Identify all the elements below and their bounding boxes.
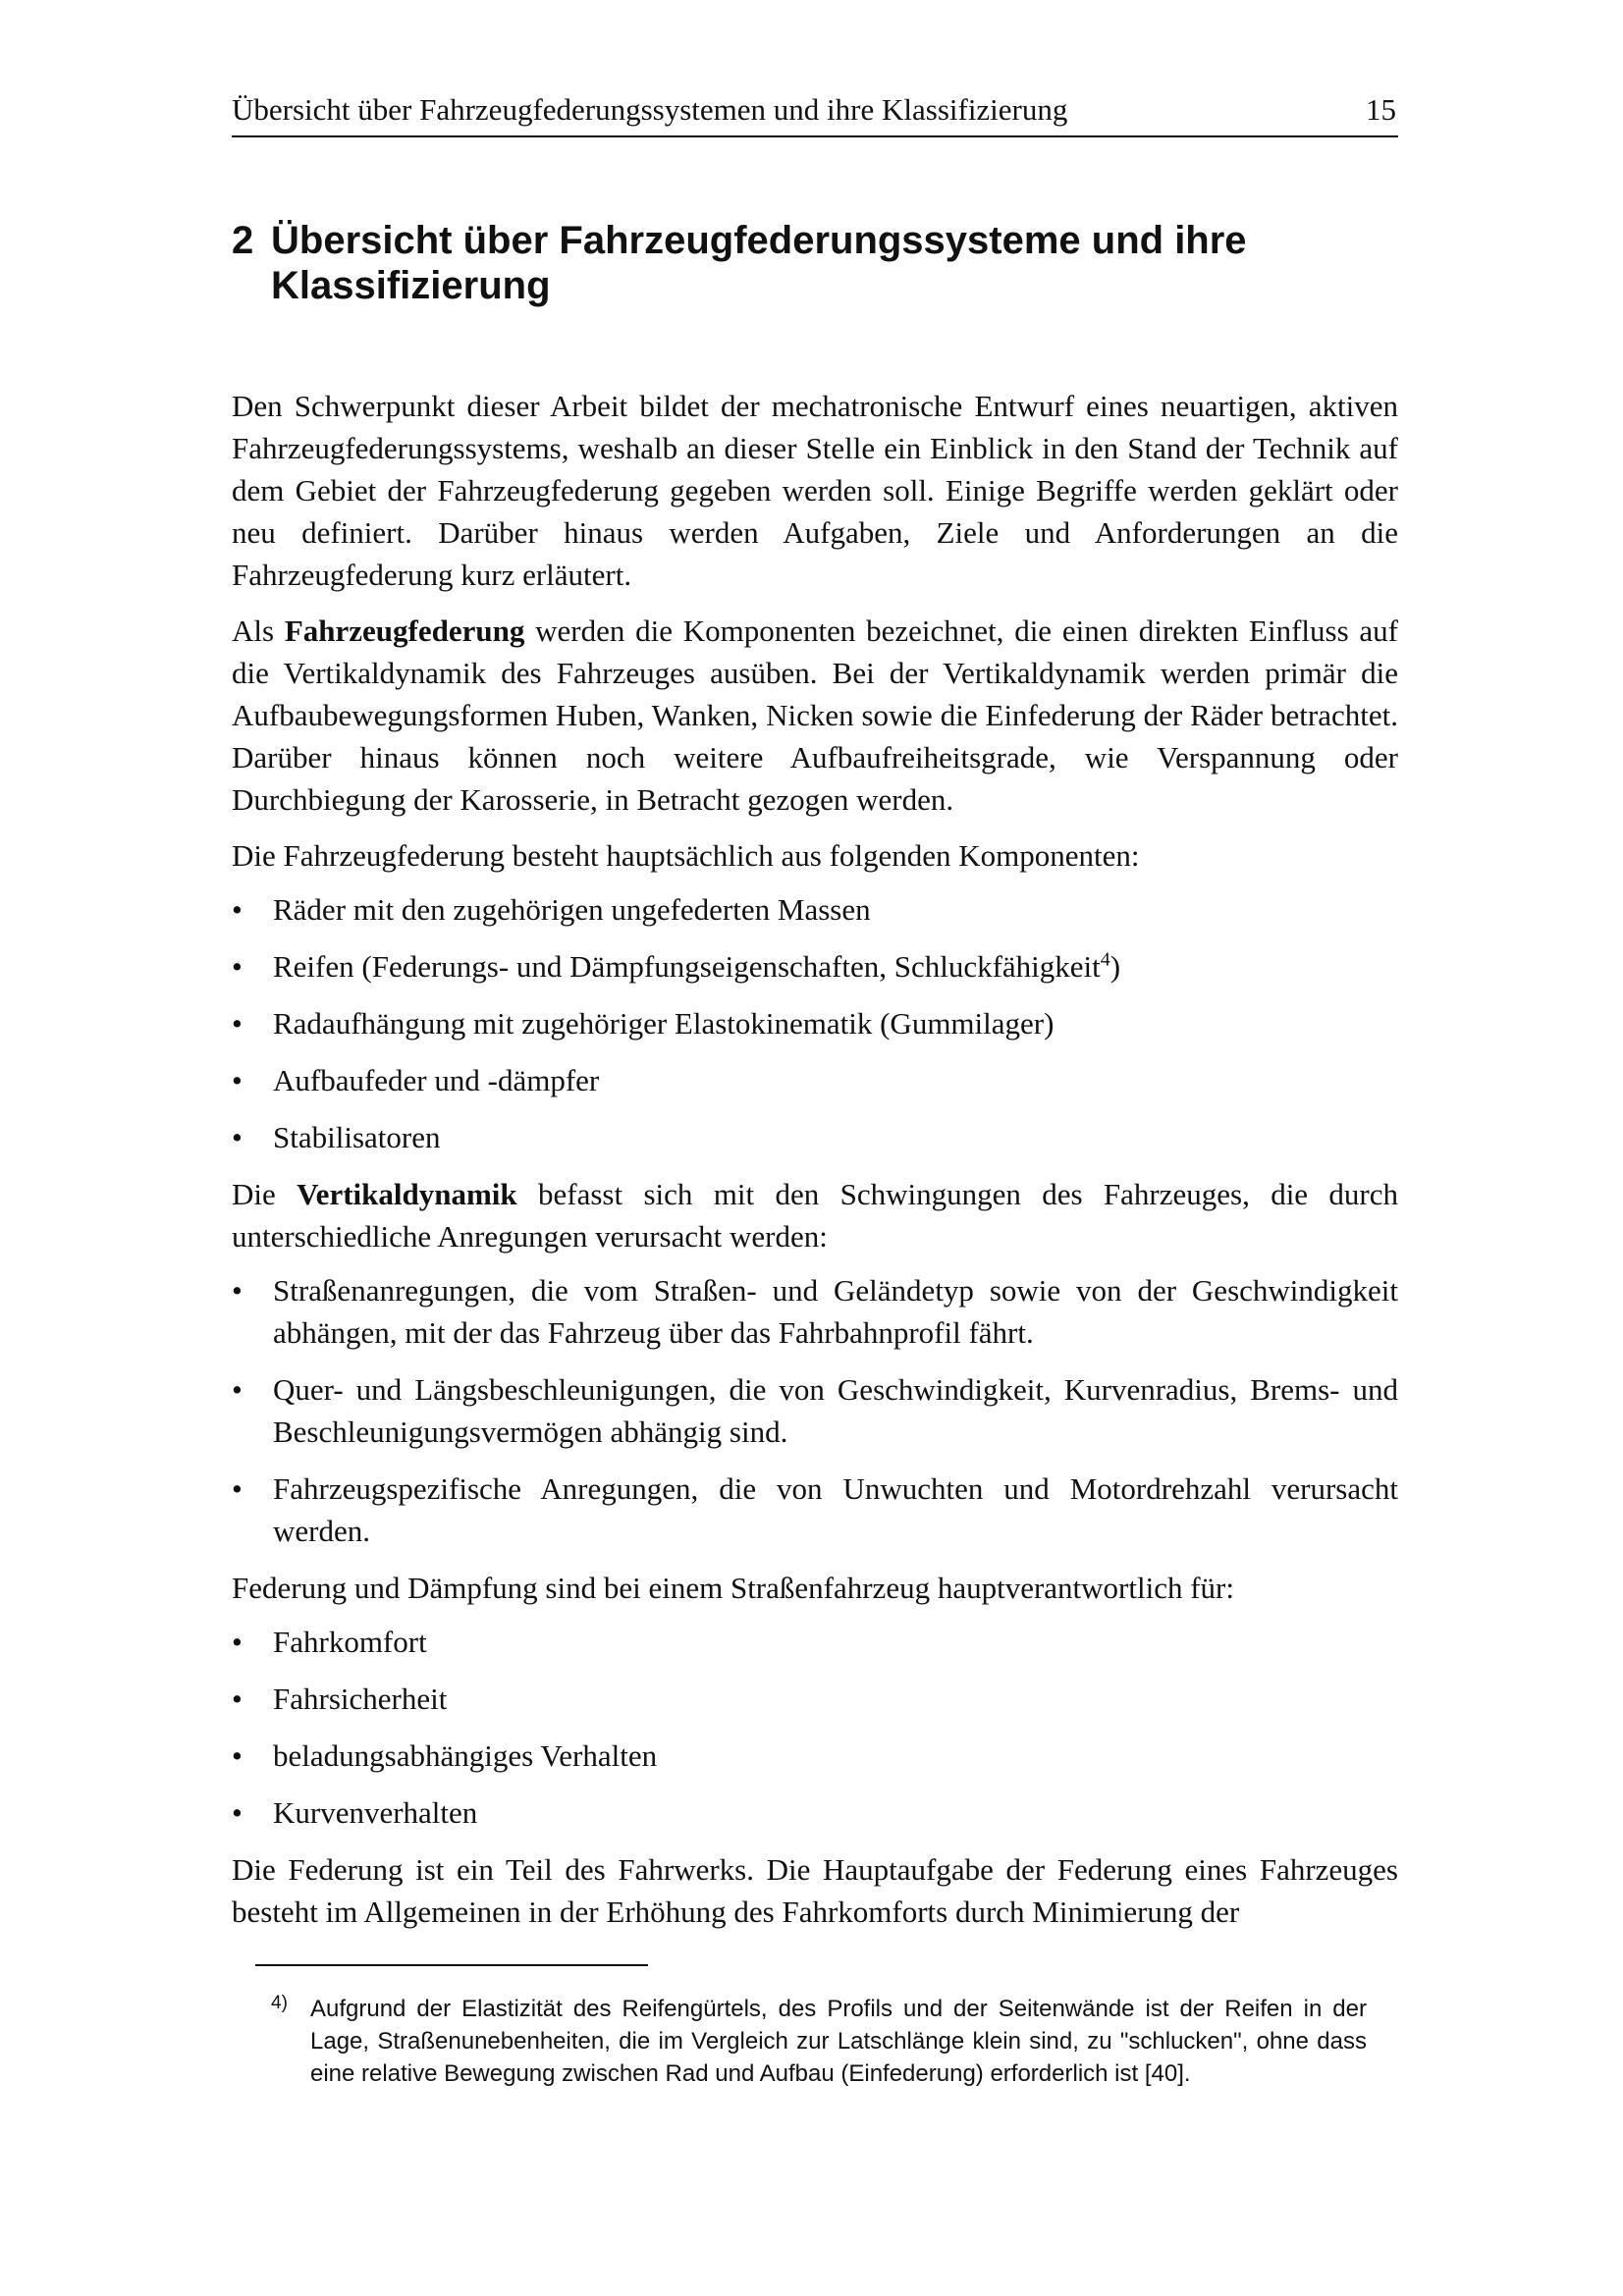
- bullet-icon: •: [232, 949, 243, 984]
- bullet-icon: •: [232, 1273, 243, 1308]
- paragraph-prefix: Die: [232, 1177, 276, 1211]
- bullet-icon: •: [232, 1063, 243, 1097]
- list-item-text: Radaufhängung mit zugehöriger Elastokinematik (Gummilager): [273, 1006, 1055, 1041]
- list-item-text: beladungsabhängiges Verhalten: [273, 1738, 658, 1773]
- excitations-list: [232, 1269, 1398, 1552]
- list-item-text: Kurvenverhalten: [273, 1795, 478, 1830]
- bullet-icon: •: [232, 1795, 243, 1830]
- list-item-text: Fahrsicherheit: [273, 1682, 448, 1716]
- list-item: [232, 1791, 1398, 1834]
- bullet-icon: •: [232, 1372, 243, 1407]
- bullet-icon: •: [232, 1471, 243, 1506]
- bullet-icon: •: [232, 1120, 243, 1154]
- list-item: [232, 1621, 1398, 1663]
- footnote-separator: [255, 1964, 648, 1966]
- paragraph-intro: Den Schwerpunkt dieser Arbeit bildet der mechatronische Entwurf eines neuartigen, aktiven Fahrzeugfederungssystems, weshalb an dieser Stelle ein Einblick in den Stand der Technik auf dem Gebiet der Fahrzeugfederung gegeben werden soll. Einige Begriffe werden geklärt oder neu definiert. Darüber hinaus werden Aufgaben, Ziele und Anforderungen an die Fahrzeugfederung kurz erläutert.: [232, 389, 1398, 592]
- list-item: [232, 1678, 1398, 1720]
- paragraph-prefix: Als: [232, 614, 275, 648]
- body-text: [232, 385, 1398, 1947]
- chapter-heading: [232, 218, 1398, 308]
- list-item: [232, 945, 1398, 988]
- paragraph-rest: werden die Komponenten bezeichnet, die einen direkten Einfluss auf die Vertikaldynamik des Fahrzeuges ausüben. Bei der Vertikaldynamik werden primär die Aufbaubewegungsformen Huben, Wanken, Nicken sowie die Einfederung der Räder betrachtet. Darüber hinaus können noch weitere Aufbaufreiheitsgrade, wie Verspannung oder Durchbiegung der Karosserie, in Betracht gezogen werden.: [232, 614, 1398, 817]
- footnote-reference[interactable]: 4: [1100, 948, 1110, 971]
- list-item: [232, 1116, 1398, 1158]
- responsibilities-list: [232, 1621, 1398, 1834]
- footnote-text: Aufgrund der Elastizität des Reifengürtels, des Profils und der Seitenwände ist der Reifen in der Lage, Straßenunebenheiten, die im Vergleich zur Latschlänge klein sind, zu "schlucken", ohne dass eine relative Bewegung zwischen Rad und Aufbau (Einfederung) erforderlich ist [40].: [310, 1996, 1367, 2087]
- running-header-title: Übersicht über Fahrzeugfederungssystemen und ihre Klassifizierung: [232, 92, 1068, 127]
- list-item: [232, 1368, 1398, 1453]
- footnote-marker: 4): [271, 1993, 288, 2013]
- list-item: [232, 1735, 1398, 1777]
- list-item-text: Fahrkomfort: [273, 1625, 427, 1659]
- paragraph-definition-fahrzeugfederung: [232, 610, 1398, 821]
- list-item: [232, 1269, 1398, 1354]
- list-item: [232, 1059, 1398, 1101]
- list-item-text-close: ): [1109, 949, 1121, 984]
- list-item-text: Quer- und Längsbeschleunigungen, die von Geschwindigkeit, Kurvenradius, Brems- und Beschleunigungsvermögen abhängig sind.: [273, 1372, 1398, 1449]
- footnote: [271, 1993, 1367, 2090]
- components-list: [232, 888, 1398, 1158]
- term-vertikaldynamik: Vertikaldynamik: [297, 1177, 517, 1211]
- paragraph-federung-aufgabe: Die Federung ist ein Teil des Fahrwerks. Die Hauptaufgabe der Federung eines Fahrzeuges besteht im Allgemeinen in der Erhöhung des Fahrkomforts durch Minimierung der: [232, 1852, 1398, 1929]
- bullet-icon: •: [232, 1625, 243, 1659]
- list-item-text: Stabilisatoren: [273, 1120, 441, 1154]
- list-item: [232, 1002, 1398, 1044]
- term-fahrzeugfederung: Fahrzeugfederung: [284, 614, 525, 648]
- bullet-icon: •: [232, 1682, 243, 1716]
- list-item: [232, 1468, 1398, 1552]
- list-item-text: Reifen (Federungs- und Dämpfungseigenschaften, Schluckfähigkeit: [273, 949, 1101, 984]
- bullet-icon: •: [232, 1006, 243, 1041]
- page-number: 15: [1366, 92, 1396, 127]
- paragraph-responsibilities-intro: Federung und Dämpfung sind bei einem Straßenfahrzeug hauptverantwortlich für:: [232, 1571, 1234, 1605]
- chapter-number: 2: [232, 219, 254, 262]
- paragraph-rest: befasst sich mit den Schwingungen des Fahrzeuges, die durch unterschiedliche Anregungen verursacht werden:: [232, 1177, 1399, 1254]
- chapter-title: Übersicht über Fahrzeugfederungssysteme und ihre Klassifizierung: [271, 219, 1247, 307]
- running-header: [232, 84, 1398, 137]
- bullet-icon: •: [232, 1738, 243, 1773]
- paragraph-components-intro: Die Fahrzeugfederung besteht hauptsächlich aus folgenden Komponenten:: [232, 838, 1140, 873]
- list-item-text: Räder mit den zugehörigen ungefederten Massen: [273, 892, 871, 927]
- list-item-text: Fahrzeugspezifische Anregungen, die von Unwuchten und Motordrehzahl verursacht werden.: [273, 1471, 1398, 1548]
- list-item: [232, 888, 1398, 931]
- list-item-text: Aufbaufeder und -dämpfer: [273, 1063, 600, 1097]
- paragraph-definition-vertikaldynamik: [232, 1173, 1398, 1257]
- bullet-icon: •: [232, 892, 243, 927]
- list-item-text: Straßenanregungen, die vom Straßen- und Geländetyp sowie von der Geschwindigkeit abhängen, mit der das Fahrzeug über das Fahrbahnprofil fährt.: [273, 1273, 1398, 1350]
